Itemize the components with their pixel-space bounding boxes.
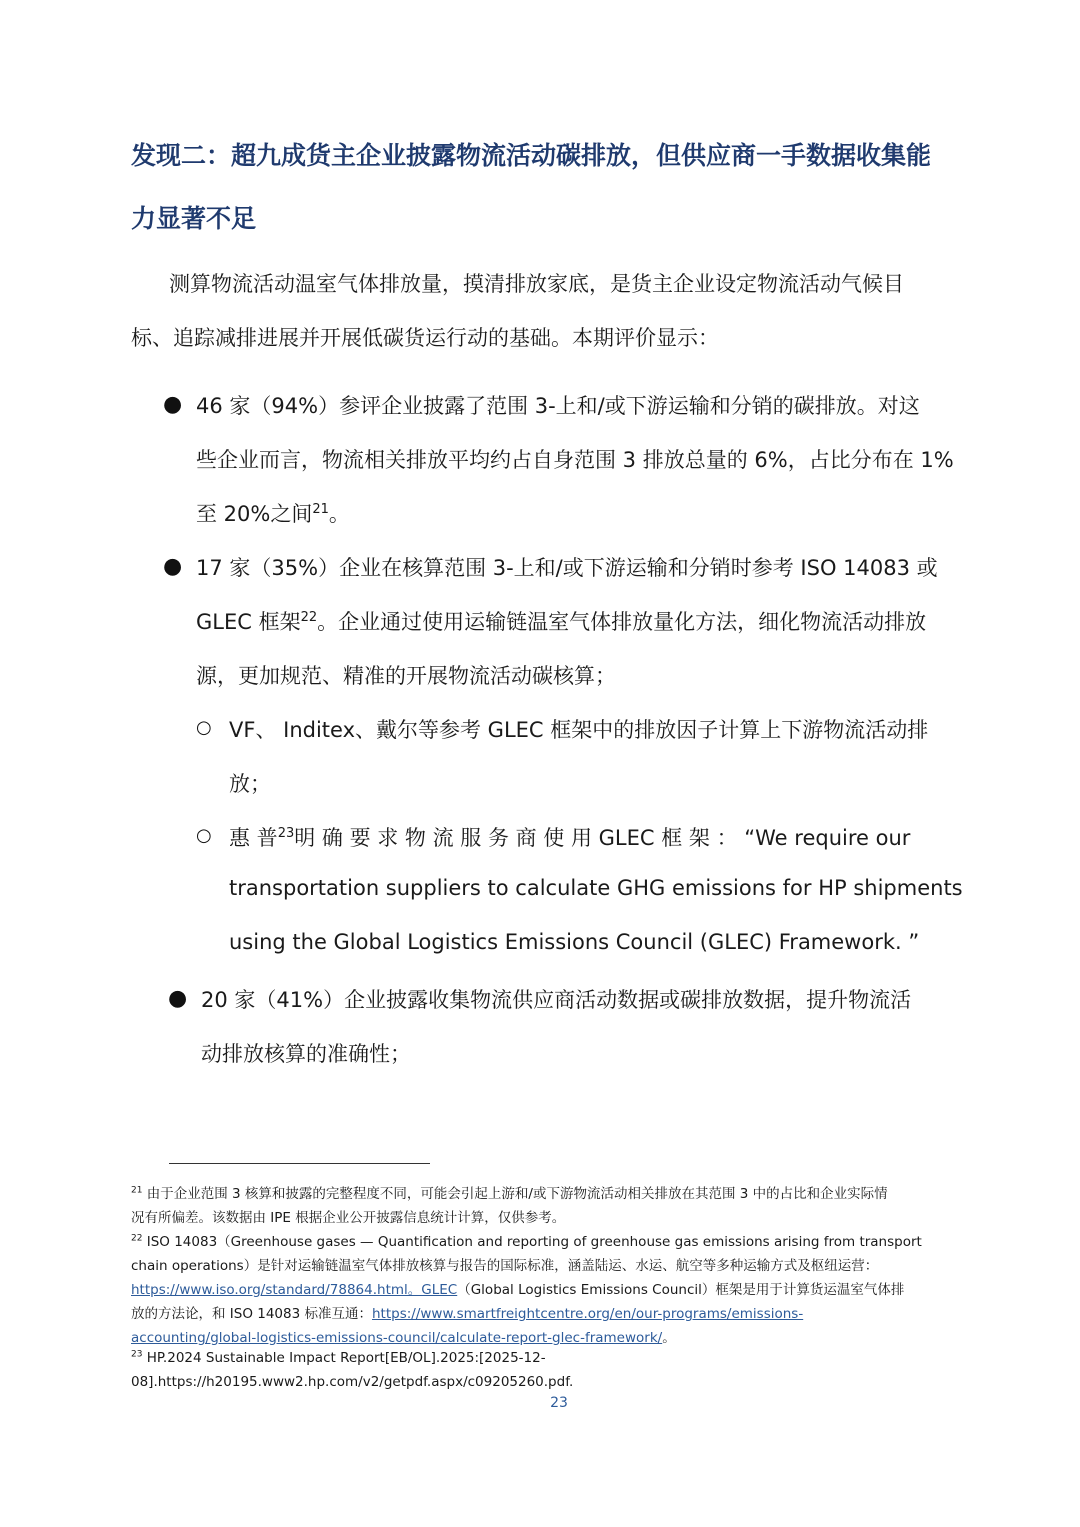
bullet-2-line-2-text: GLEC 框架 [196,610,301,634]
intro-line-2: 标、追踪减排进展并开展低碳货运行动的基础。本期评价显示： [131,326,719,350]
bullet-2-line-2 [196,606,926,636]
glec-framework-link[interactable]: https://www.smartfreightcentre.org/en/our-programs/emissions- [372,1306,804,1322]
footnote-22-line-1 [131,1230,922,1250]
footnote-22-line-4-text: 放的方法论，和 ISO 14083 标准互通： [131,1306,372,1322]
footnote-21-line-2: 况有所偏差。该数据由 IPE 根据企业公开披露信息统计计算，仅供参考。 [131,1210,566,1226]
footnote-ref-22[interactable]: 22 [300,610,318,625]
footnote-22-line-5-end: 。 [662,1330,676,1346]
footnote-ref-21[interactable]: 21 [312,502,329,517]
bullet-1-line-3 [196,498,350,528]
footnote-23-line-1 [131,1350,546,1366]
section-heading-line-1: 发现二：超九成货主企业披露物流活动碳排放，但供应商一手数据收集能 [131,141,932,170]
bullet-3-line-1: 20 家（41%）企业披露收集物流供应商活动数据或碳排放数据，提升物流活 [201,988,912,1012]
bullet-1-line-3-end: 。 [328,502,350,526]
bullet-dot: ● [163,554,183,579]
bullet-2-line-2-end: 。企业通过使用运输链温室气体排放量化方法，细化物流活动排放 [317,610,927,634]
sub-bullet-2-line-1-end: 明 确 要 求 物 流 服 务 商 使 用 GLEC 框 架 ： “We require our [294,826,911,850]
footnote-22-line-3-text: （Global Logistics Emissions Council）框架是用于计算货运温室气体排 [457,1282,905,1298]
sub-bullet-1-line-1: VF、 Inditex、戴尔等参考 GLEC 框架中的排放因子计算上下游物流活动排 [229,718,929,742]
sub-bullet-1-line-2: 放； [229,772,271,796]
bullet-2-line-1: 17 家（35%）企业在核算范围 3-上和/或下游运输和分销时参考 ISO 14083 或 [196,556,938,580]
footnote-21-text: 由于企业范围 3 核算和披露的完整程度不同，可能会引起上游和/或下游物流活动相关排放在其范围 3 中的占比和企业实际情 [142,1186,888,1202]
bullet-3-line-2: 动排放核算的准确性； [201,1042,411,1066]
intro-line-1: 测算物流活动温室气体排放量，摸清排放家底，是货主企业设定物流活动气候目 [169,272,904,296]
sub-bullet-2-line-3: using the Global Logistics Emissions Council (GLEC) Framework. ” [229,930,920,954]
sub-bullet-2-line-1 [229,822,910,852]
sub-bullet-circle: ○ [196,717,212,738]
footnote-23-line-2: 08].https://h20195.www2.hp.com/v2/getpdf.aspx/c09205260.pdf. [131,1374,574,1390]
bullet-2-line-3: 源，更加规范、精准的开展物流活动碳核算； [196,664,616,688]
bullet-1-line-1: 46 家（94%）参评企业披露了范围 3-上和/或下游运输和分销的碳排放。对这 [196,394,920,418]
bullet-dot: ● [163,392,183,417]
footnote-separator [169,1163,430,1164]
iso-standard-link[interactable]: https://www.iso.org/standard/78864.html。GLEC [131,1282,458,1298]
footnote-22-number: 22 [131,1233,143,1244]
footnote-23-number: 23 [131,1349,143,1360]
footnote-21-line-1 [131,1182,888,1202]
page-number: 23 [550,1395,568,1411]
footnote-22-line-5 [131,1326,676,1346]
footnote-ref-23[interactable]: 23 [277,826,295,841]
bullet-1-line-3-text: 至 20%之间 [196,502,313,526]
footnote-23-text: HP.2024 Sustainable Impact Report[EB/OL].2025:[2025-12- [142,1350,546,1366]
section-heading-line-2: 力显著不足 [131,204,257,233]
footnote-22-text: ISO 14083（Greenhouse gases — Quantification and reporting of greenhouse gas emissions arising from transport [142,1234,922,1250]
footnote-22-line-2: chain operations）是针对运输链温室气体排放核算与报告的国际标准，涵盖陆运、水运、航空等多种运输方式及枢纽运营： [131,1258,879,1274]
footnote-22-line-4 [131,1302,803,1322]
footnote-22-line-3 [131,1278,904,1298]
glec-framework-link-cont[interactable]: accounting/global-logistics-emissions-council/calculate-report-glec-framework/ [131,1330,663,1346]
bullet-dot: ● [168,986,188,1011]
footnote-21-number: 21 [131,1185,143,1196]
sub-bullet-circle: ○ [196,825,212,846]
bullet-1-line-2: 些企业而言，物流相关排放平均约占自身范围 3 排放总量的 6%，占比分布在 1% [196,448,954,472]
sub-bullet-2-line-1-text: 惠 普 [229,826,278,850]
sub-bullet-2-line-2: transportation suppliers to calculate GHG emissions for HP shipments [229,876,963,900]
